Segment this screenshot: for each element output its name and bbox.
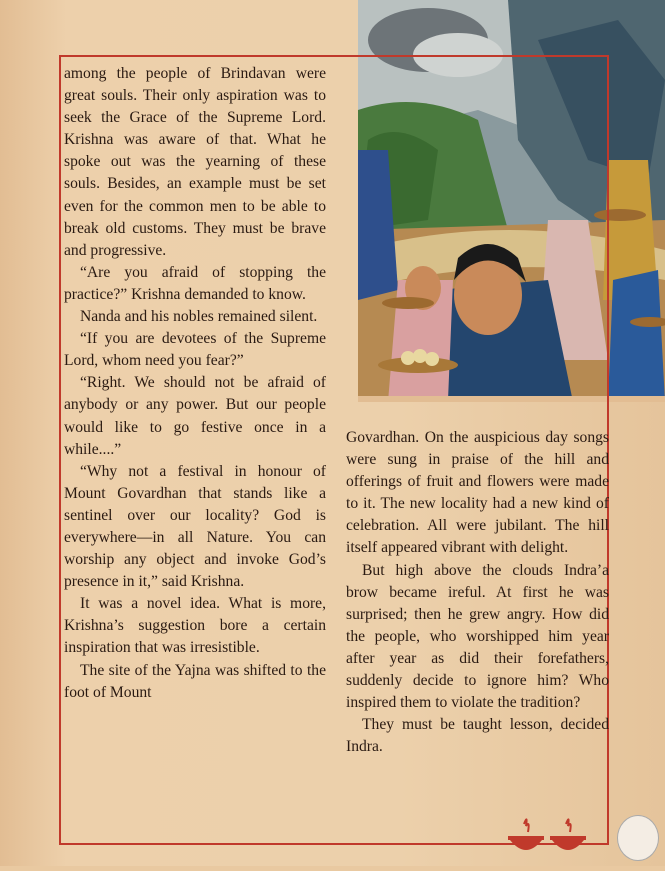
right-text-column (346, 427, 609, 758)
left-paragraph-5: “Right. We should not be afraid of anybody or any power. But our people would like to go festive once in a while....” (64, 374, 326, 458)
left-paragraph-3: Nanda and his nobles remained silent. (80, 308, 318, 326)
right-paragraph-2: But high above the clouds Indra’a brow became ireful. At first he was surprised; then he grew angry. How did the people, who worshipped him year after year as did their forefathers, suddenly decide to ignore him? Who inspired them to violate the tradition? (346, 561, 609, 712)
left-paragraph-4: “If you are devotees of the Supreme Lord, whom need you fear?” (64, 330, 326, 370)
left-paragraph-6: “Why not a festival in honour of Mount Govardhan that stands like a sentinel over our locality? God is everywhere—in all Nature. You can worship any object and invoke God’s presence in it,” said Krishna. (64, 462, 326, 591)
left-paragraph-8: The site of the Yajna was shifted to the foot of Mount (64, 661, 326, 701)
left-paragraph-2: “Are you afraid of stopping the practice?” Krishna demanded to know. (64, 263, 326, 303)
twin-lamps-ornament-icon (504, 812, 590, 866)
left-text-column (64, 63, 326, 704)
left-paragraph-7: It was a novel idea. What is more, Krishna’s suggestion bore a certain inspiration that was irresistible. (64, 595, 326, 657)
right-paragraph-3: They must be taught lesson, decided Indra. (346, 716, 609, 756)
scanner-stamp-icon (617, 815, 659, 861)
left-paragraph-1: among the people of Brindavan were great souls. Their only aspiration was to seek the Grace of the Supreme Lord. Krishna was aware of that. What he spoke out was the yearning of these souls. Besides, an example must be set even for the common men to be able to break old customs. They must be brave and progressive. (64, 65, 326, 259)
right-paragraph-1: Govardhan. On the auspicious day songs were sung in praise of the hill and offerings of fruit and flowers were made to it. The new locality had a new kind of celebration. All were jubilant. The hill itself appeared vibrant with delight. (346, 429, 609, 557)
